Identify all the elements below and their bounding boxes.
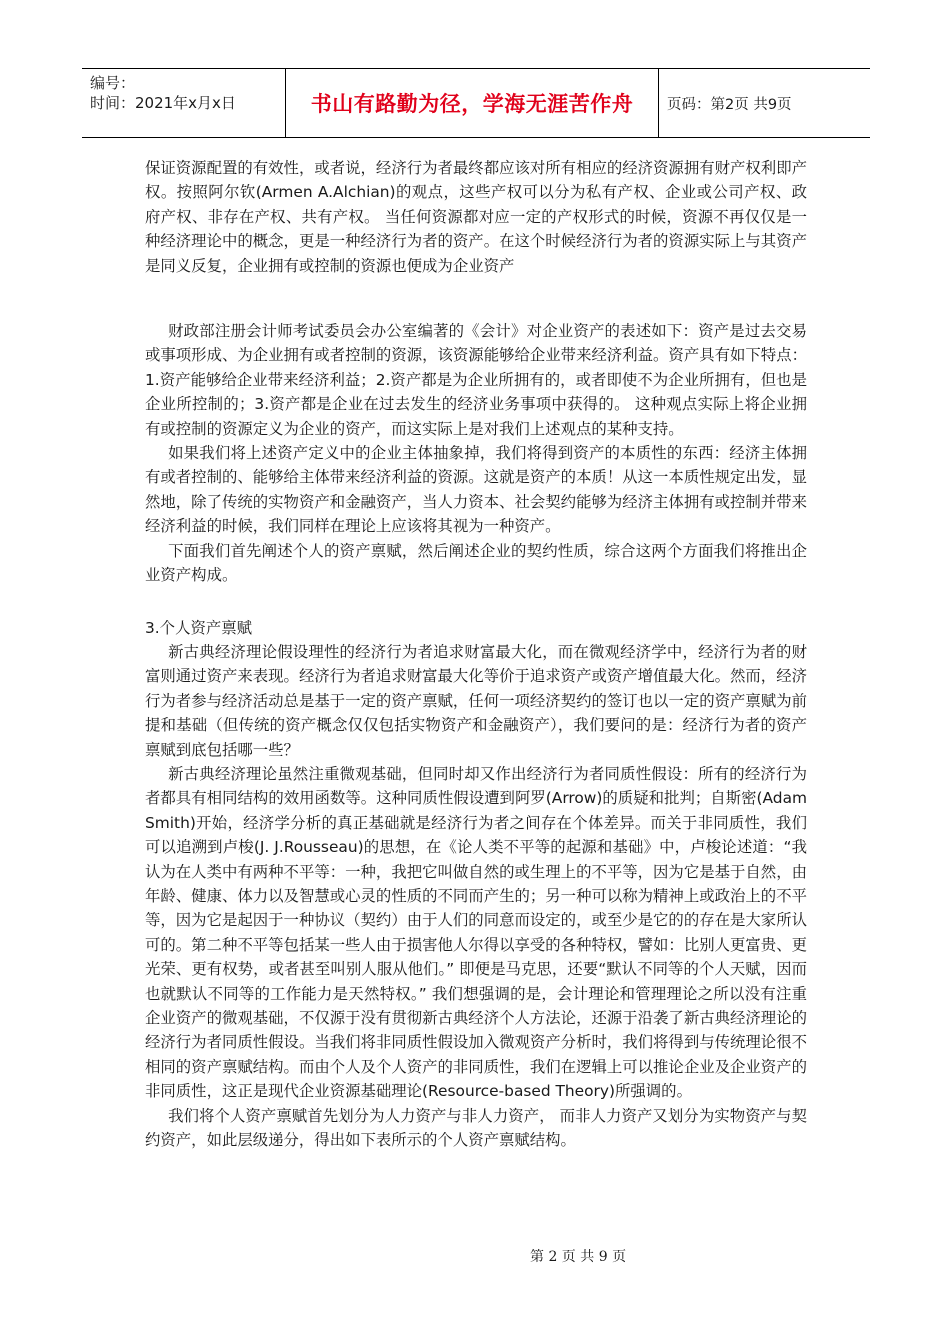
paragraph-outline: 下面我们首先阐述个人的资产禀赋，然后阐述企业的契约性质，综合这两个方面我们将推出企业资产构成。 [145, 541, 807, 585]
doc-number-label: 编号： [90, 74, 136, 92]
section-heading: 3.个人资产禀赋 [145, 618, 253, 637]
doc-time-label: 时间：2021年x月x日 [90, 94, 236, 112]
paragraph-gap [145, 588, 807, 616]
paragraph-heterogeneity: 新古典经济理论虽然注重微观基础，但同时却又作出经济行为者同质性假设：所有的经济行为者都具有相同结构的效用函数等。这种同质性假设遭到阿罗(Arrow)的质疑和批判；自斯密(Adam Smith)开始，经济学分析的真正基础就是经济行为者之间存在个体差异。而关于非同质性，我们可以追溯到卢梭(J. J.Rousseau)的思想，在《论人类不平等的起源和基础》中，卢梭论述道：“我认为在人类中有两种不平等：一种，我把它叫做自然的或生理上的不平等，因为它是基于自然，由年龄、健康、体力以及智慧或心灵的性质的不同而产生的；另一种可以称为精神上或政治上的不平等，因为它是起因于一种协议（契约）由于人们的同意而设定的，或至少是它的的存在是大家所认可的。第二种不平等包括某一些人由于损害他人尔得以享受的各种特权，譬如：比别人更富贵、更光荣、更有权势，或者甚至叫别人服从他们。” 即便是马克思，还要“默认不同等的个人天赋，因而也就默认不同等的工作能力是天然特权。” 我们想强调的是，会计理论和管理理论之所以没有注重企业资产的微观基础，不仅源于没有贯彻新古典经济个人方法论，还源于沿袭了新古典经济理论的经济行为者同质性假设。当我们将非同质性假设加入微观资产分析时，我们将得到与传统理论很不相同的资产禀赋结构。而由个人及个人资产的非同质性，我们在逻辑上可以推论企业及企业资产的非同质性，这正是现代企业资源基础理论(Resource-based Theory)所强调的。 [145, 764, 807, 1101]
page-header [82, 68, 870, 138]
paragraph-neoclassical: 新古典经济理论假设理性的经济行为者追求财富最大化，而在微观经济学中，经济行为者的财富则通过资产来表现。经济行为者追求财富最大化等价于追求资产或资产增值最大化。然而，经济行为者参与经济活动总是基于一定的资产禀赋，任何一项经济契约的签订也以一定的资产禀赋为前提和基础（但传统的资产概念仅仅包括实物资产和金融资产），我们要问的是：经济行为者的资产禀赋到底包括哪一些？ [145, 642, 807, 759]
paragraph-accounting-definition: 财政部注册会计师考试委员会办公室编著的《会计》对企业资产的表述如下：资产是过去交易或事项形成、为企业拥有或者控制的资源，该资源能够给企业带来经济利益。资产具有如下特点：1.资产能够给企业带来经济利益；2.资产都是为企业所拥有的，或者即使不为企业所拥有，但也是企业所控制的；3.资产都是企业在过去发生的经济业务事项中获得的。 这种观点实际上将企业拥有或控制的资源定义为企业的资产，而这实际上是对我们上述观点的某种支持。 [145, 322, 807, 438]
paragraph-gap [145, 278, 807, 319]
header-meta [82, 69, 285, 137]
page-footer: 第 2 页 共 9 页 [530, 1249, 627, 1265]
paragraph-asset-structure: 我们将个人资产禀赋首先划分为人力资产与非人力资产， 而非人力资产又划分为实物资产与契约资产，如此层级递分，得出如下表所示的个人资产禀赋结构。 [145, 1106, 807, 1150]
header-motto: 书山有路勤为径，学海无涯苦作舟 [285, 69, 659, 137]
paragraph-asset-essence: 如果我们将上述资产定义中的企业主体抽象掉，我们将得到资产的本质性的东西：经济主体拥有或者控制的、能够给主体带来经济利益的资源。这就是资产的本质！从这一本质性规定出发，显然地，除了传统的实物资产和金融资产，当人力资本、社会契约能够为经济主体拥有或控制并带来经济利益的时候，我们同样在理论上应该将其视为一种资产。 [145, 444, 807, 536]
document-body [145, 156, 807, 1152]
header-page-label: 页码：第2页 共9页 [667, 96, 792, 113]
paragraph-property-rights: 保证资源配置的有效性，或者说，经济行为者最终都应该对所有相应的经济资源拥有财产权利即产权。按照阿尔钦(Armen A.Alchian)的观点，这些产权可以分为私有产权、企业或公司产权、政府产权、非存在产权、共有产权。 当任何资源都对应一定的产权形式的时候，资源不再仅仅是一种经济理论中的概念，更是一种经济行为者的资产。在这个时候经济行为者的资源实际上与其资产是同义反复，企业拥有或控制的资源也便成为企业资产 [145, 159, 807, 275]
